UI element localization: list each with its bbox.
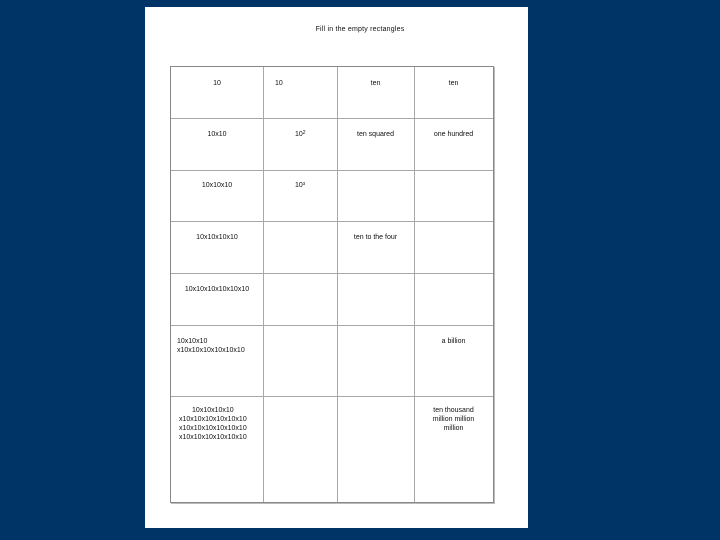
expanded-line: x10x10x10x10x10x10 [179, 425, 247, 432]
cell-expanded [177, 337, 245, 355]
cell-number: a billion [441, 338, 466, 345]
cell-expanded: 10x10x10x10x10x10 [184, 286, 250, 293]
number-line: million [443, 425, 464, 432]
expanded-line: 10x10x10x10 [192, 407, 234, 414]
cell-words: ten to the four [353, 234, 398, 241]
row-divider [171, 118, 493, 119]
cell-power: 10 [275, 80, 283, 87]
expanded-line: x10x10x10x10x10x10 [179, 416, 247, 423]
row-divider [171, 170, 493, 171]
cell-power: 10³ [295, 182, 306, 189]
column-divider [263, 67, 264, 502]
expanded-line: x10x10x10x10x10x10 [179, 434, 247, 441]
cell-expanded: 10x10x10 [201, 182, 233, 189]
row-divider [171, 273, 493, 274]
expanded-line: x10x10x10x10x10x10 [177, 347, 245, 354]
cell-number: one hundred [433, 131, 474, 138]
cell-words: ten squared [357, 131, 394, 138]
number-line: ten thousand [433, 407, 474, 414]
row-divider [171, 396, 493, 397]
cell-expanded: 10 [213, 80, 221, 87]
cell-number: ten [448, 80, 459, 87]
cell-expanded: 10x10x10x10 [196, 234, 238, 241]
row-divider [171, 325, 493, 326]
cell-number [414, 406, 493, 433]
power-base: 10 [295, 131, 303, 138]
cell-words: ten [370, 80, 381, 87]
cell-expanded [179, 406, 247, 442]
worksheet-page [145, 7, 528, 528]
cell-expanded: 10x10 [207, 131, 227, 138]
expanded-line: 10x10x10 [177, 338, 208, 345]
cell-power [295, 130, 306, 139]
row-divider [171, 221, 493, 222]
worksheet-grid [170, 66, 494, 503]
worksheet-title: Fill in the empty rectangles [315, 26, 405, 33]
power-exponent: 2 [302, 130, 306, 136]
number-line: million million [432, 416, 475, 423]
